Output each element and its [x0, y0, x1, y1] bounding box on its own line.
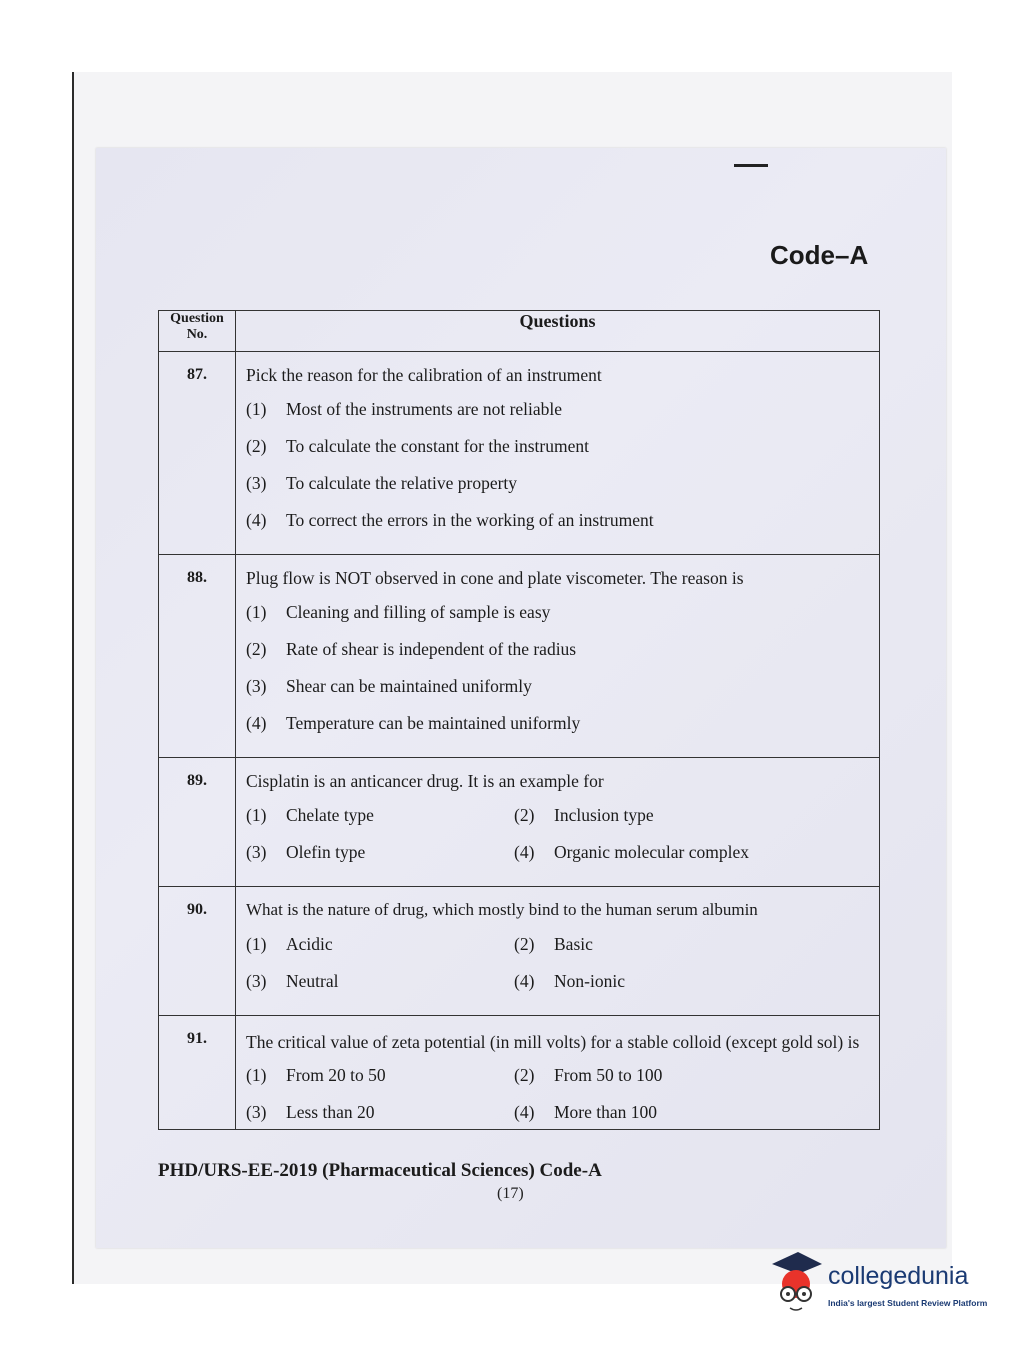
option: (1) Acidic	[246, 934, 333, 954]
question-stem: The critical value of zeta potential (in mill volts) for a stable colloid (except gold sol) is	[246, 1032, 860, 1052]
question-row	[159, 1016, 880, 1130]
option: (4) Temperature can be maintained uniformly	[246, 713, 581, 733]
option: (4) More than 100	[514, 1102, 658, 1122]
option: (2) From 50 to 100	[514, 1065, 663, 1085]
question-stem: Pick the reason for the calibration of an instrument	[246, 365, 602, 385]
question-number: 91.	[159, 1016, 236, 1130]
option-pair	[246, 839, 873, 876]
option: (1) Most of the instruments are not reliable	[246, 399, 563, 419]
option: (2) Inclusion type	[514, 805, 654, 825]
question-cell	[236, 758, 880, 887]
question-row	[159, 352, 880, 555]
option-pair	[246, 802, 873, 839]
question-row	[159, 758, 880, 887]
option: (2) Basic	[514, 934, 593, 954]
question-row	[159, 555, 880, 758]
question-cell	[236, 555, 880, 758]
option: (3) Neutral	[246, 971, 339, 991]
option: (4) Organic molecular complex	[514, 842, 750, 862]
option: (4) Non-ionic	[514, 971, 625, 991]
brand-name: collegedunia	[828, 1262, 969, 1290]
question-number: 88.	[159, 555, 236, 758]
table-header-row	[159, 311, 880, 352]
option-pair	[246, 1099, 873, 1129]
header-questions: Questions	[236, 311, 880, 352]
option: (3) Less than 20	[246, 1102, 375, 1122]
questions-table	[158, 310, 880, 1130]
header-question-no: Question No.	[159, 311, 236, 352]
option: (4) To correct the errors in the working of an instrument	[246, 510, 654, 530]
option-pair	[246, 1062, 873, 1099]
question-number: 89.	[159, 758, 236, 887]
code-label: Code–A	[770, 240, 869, 270]
scan-mark	[734, 164, 768, 167]
option-pair	[246, 931, 873, 968]
option-pair	[246, 968, 873, 1005]
option: (1) Chelate type	[246, 805, 374, 825]
question-stem: What is the nature of drug, which mostly bind to the human serum albumin	[246, 900, 758, 919]
question-stem: Plug flow is NOT observed in cone and plate viscometer. The reason is	[246, 568, 744, 588]
question-cell	[236, 352, 880, 555]
option: (2) To calculate the constant for the instrument	[246, 436, 589, 456]
option: (3) To calculate the relative property	[246, 473, 518, 493]
paper-footer: PHD/URS-EE-2019 (Pharmaceutical Sciences) Code-A	[158, 1160, 602, 1181]
page-number: (17)	[497, 1185, 524, 1202]
option: (2) Rate of shear is independent of the radius	[246, 639, 577, 659]
option: (1) Cleaning and filling of sample is easy	[246, 602, 551, 622]
question-cell	[236, 887, 880, 1016]
question-cell	[236, 1016, 880, 1130]
question-stem: Cisplatin is an anticancer drug. It is an example for	[246, 771, 604, 791]
option: (3) Olefin type	[246, 842, 366, 862]
option: (3) Shear can be maintained uniformly	[246, 676, 532, 696]
collegedunia-watermark	[768, 1250, 998, 1320]
option: (1) From 20 to 50	[246, 1065, 386, 1085]
brand-tagline: India's largest Student Review Platform	[828, 1298, 988, 1308]
graduate-mascot-icon	[768, 1250, 826, 1320]
question-row	[159, 887, 880, 1016]
question-number: 90.	[159, 887, 236, 1016]
question-number: 87.	[159, 352, 236, 555]
